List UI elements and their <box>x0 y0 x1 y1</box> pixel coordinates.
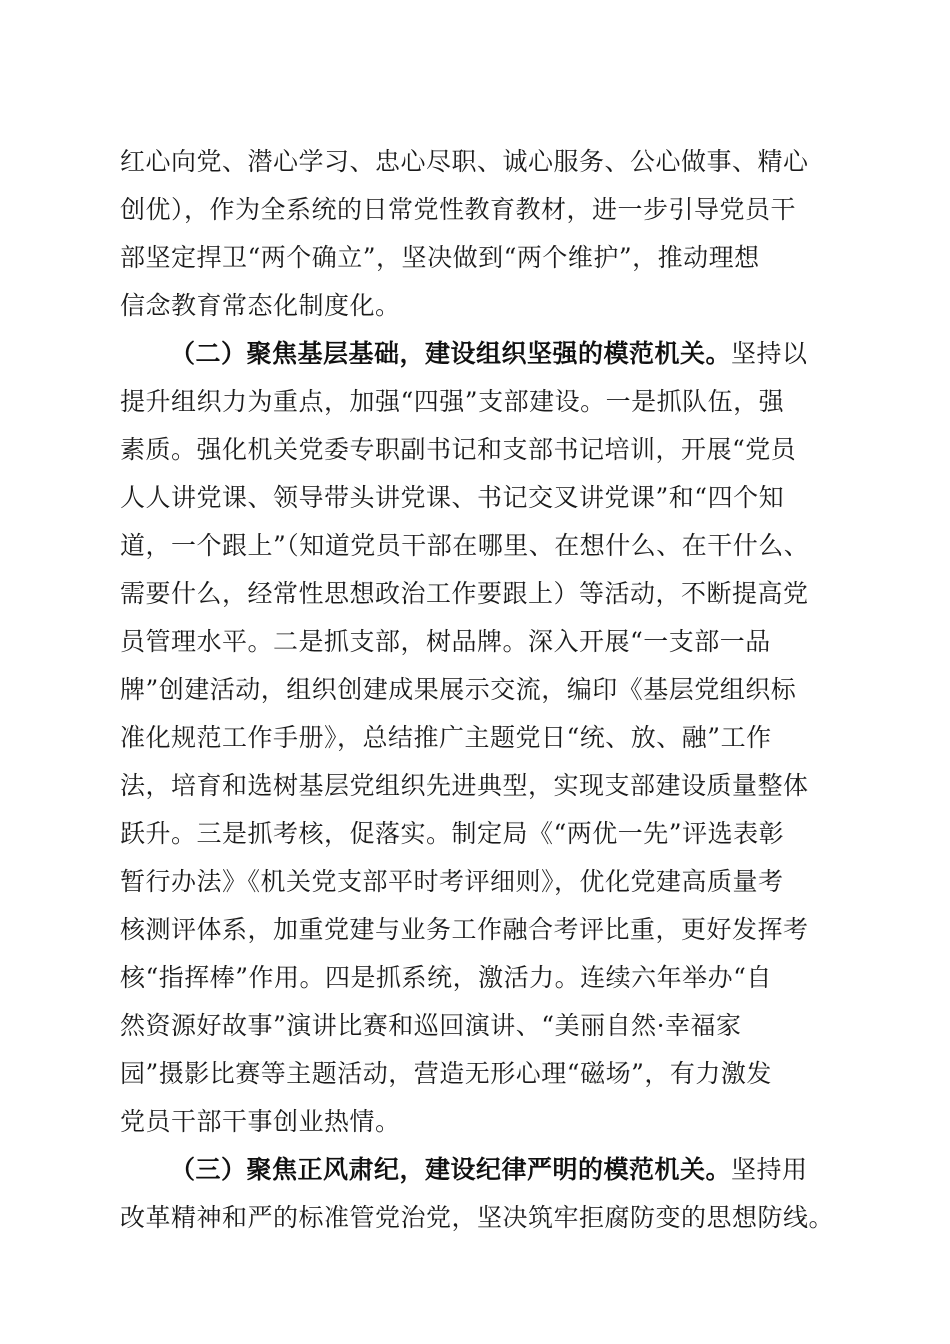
text-line: 红心向党、潜心学习、忠心尽职、诚心服务、公心做事、精心 <box>120 147 809 176</box>
text-line: 人人讲党课、领导带头讲党课、书记交叉讲党课”和“四个知 <box>120 483 785 512</box>
text-line: 创优），作为全系统的日常党性教育教材，进一步引导党员干 <box>120 195 797 224</box>
text-line: 跃升。三是抓考核，促落实。制定局《“两优一先”评选表彰 <box>120 819 785 848</box>
text-line: 信念教育常态化制度化。 <box>120 291 401 320</box>
text-line: 暂行办法》《机关党支部平时考评细则》，优化党建高质量考 <box>120 867 784 896</box>
text-line: 然资源好故事”演讲比赛和巡回演讲、“美丽自然·幸福家 <box>120 1011 742 1040</box>
heading-continuation: 坚持以 <box>731 339 808 368</box>
text-line: 需要什么，经常性思想政治工作要跟上）等活动，不断提高党 <box>120 579 809 608</box>
section-heading: （三）聚焦正风肃纪，建设纪律严明的模范机关。 <box>170 1155 732 1184</box>
text-line: 员管理水平。二是抓支部，树品牌。深入开展“一支部一品 <box>120 627 771 656</box>
text-line: 牌”创建活动，组织创建成果展示交流，编印《基层党组织标 <box>120 675 797 704</box>
text-line: 核测评体系，加重党建与业务工作融合考评比重，更好发挥考 <box>120 915 809 944</box>
section-heading: （二）聚焦基层基础，建设组织坚强的模范机关。 <box>170 339 732 368</box>
heading-continuation: 坚持用 <box>731 1155 808 1184</box>
paragraph-first-line <box>120 1146 832 1194</box>
text-line: 党员干部干事创业热情。 <box>120 1107 401 1136</box>
text-line: 改革精神和严的标准管党治党，坚决筑牢拒腐防变的思想防线。 <box>120 1203 835 1232</box>
text-line: 部坚定捍卫“两个确立”，坚决做到“两个维护”，推动理想 <box>120 243 760 272</box>
text-line: 核“指挥棒”作用。四是抓系统，激活力。连续六年举办“自 <box>120 963 772 992</box>
text-line: 准化规范工作手册》，总结推广主题党日“统、放、融”工作 <box>120 723 772 752</box>
text-line: 园”摄影比赛等主题活动，营造无形心理“磁场”，有力激发 <box>120 1059 772 1088</box>
text-line: 法，培育和选树基层党组织先进典型，实现支部建设质量整体 <box>120 771 809 800</box>
text-line: 提升组织力为重点，加强“四强”支部建设。一是抓队伍，强 <box>120 387 785 416</box>
document-body <box>120 138 835 1242</box>
paragraph-first-line <box>120 330 832 378</box>
paragraph-2 <box>120 330 832 1146</box>
paragraph-1 <box>120 138 832 330</box>
paragraph-3 <box>120 1146 835 1242</box>
text-line: 道，一个跟上”（知道党员干部在哪里、在想什么、在干什么、 <box>120 531 810 560</box>
text-line: 素质。强化机关党委专职副书记和支部书记培训，开展“党员 <box>120 435 797 464</box>
